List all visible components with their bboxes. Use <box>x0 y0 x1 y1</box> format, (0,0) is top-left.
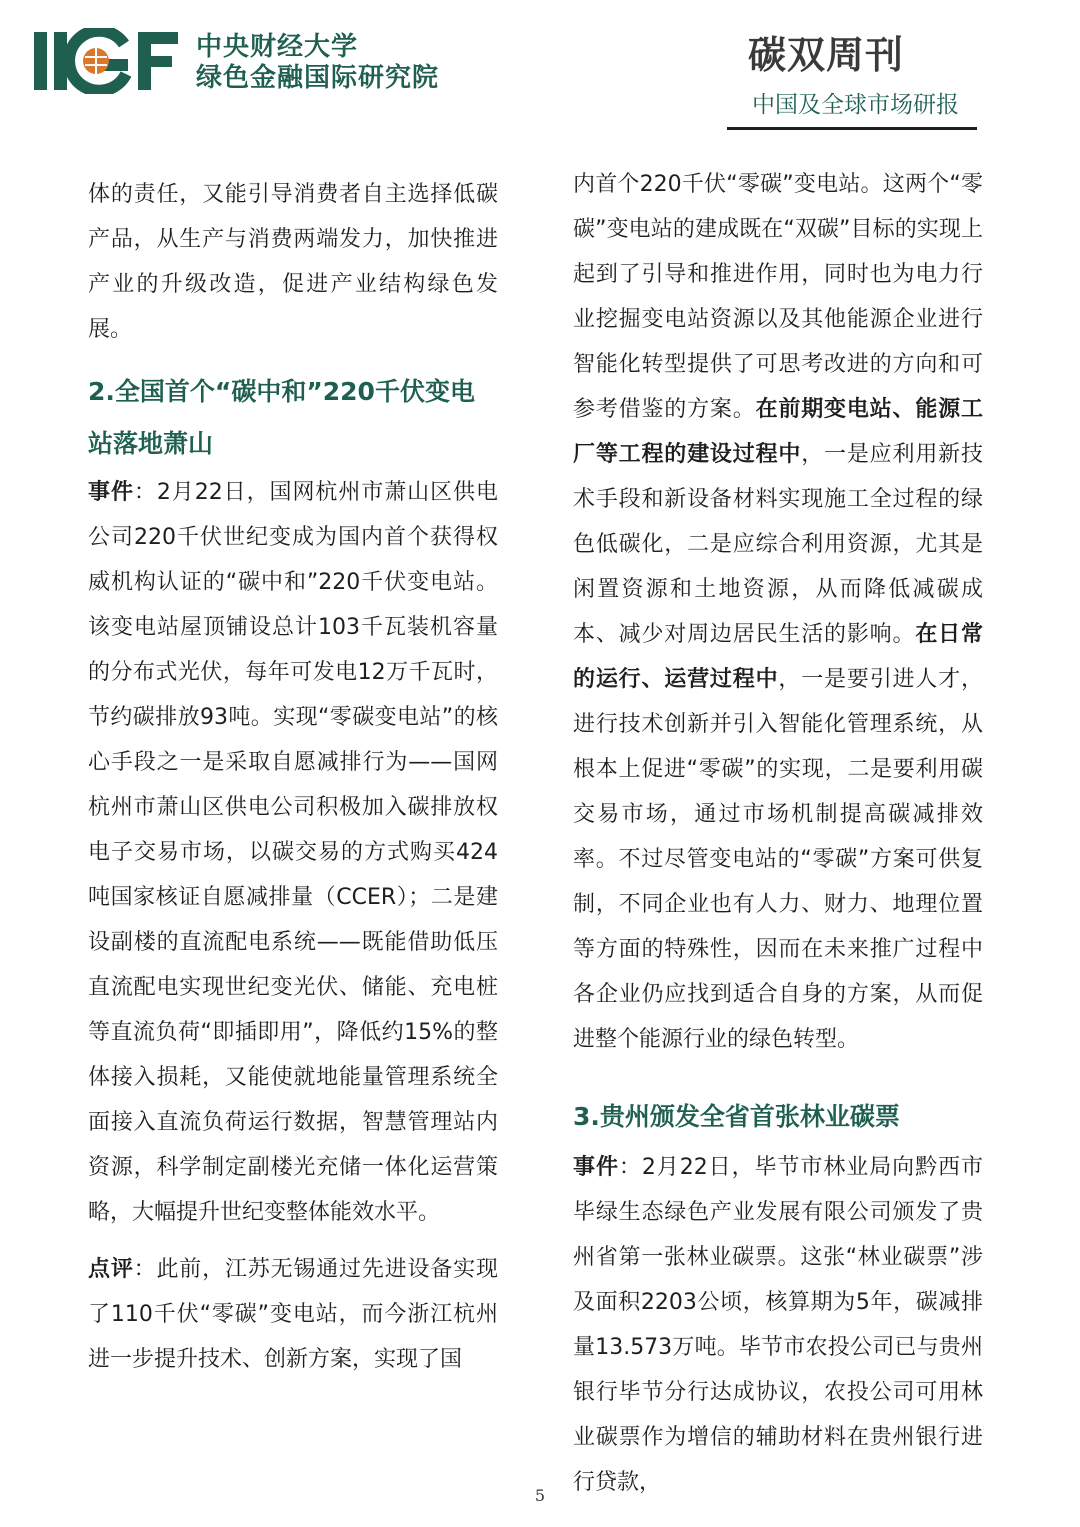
comment-text: ：此前，江苏无锡通过先进设备实现了110千伏“零碳”变电站，而今浙江杭州进一步提升技术、创新方案，实现了国 <box>88 1257 498 1372</box>
iigf-logo <box>30 28 190 94</box>
right-column <box>573 162 983 1505</box>
publication-title: 碳双周刊 <box>747 33 904 77</box>
section-2-event <box>88 470 498 1235</box>
left-column <box>88 172 498 1382</box>
event-label: 事件 <box>573 1155 619 1180</box>
event-label: 事件 <box>88 480 134 505</box>
section-3-heading: 3.贵州颁发全省首张林业碳票 <box>573 1102 900 1131</box>
continuation-text-3: ，一是要引进人才，进行技术创新并引入智能化管理系统，从根本上促进“零碳”的实现，二是要利用碳交易市场，通过市场机制提高碳减排效率。不过尽管变电站的“零碳”方案可供复制，不同企业也有人力、财力、地理位置等方面的特殊性，因而在未来推广过程中各企业仍应找到适合自身的方案，从而促进整个能源行业的绿色转型。 <box>573 667 983 1052</box>
institute-name-line2: 绿色金融国际研究院 <box>196 63 440 93</box>
bold-phrase-operation: 在日常的运行、运营过程中 <box>573 622 983 692</box>
intro-paragraph: 体的责任，又能引导消费者自主选择低碳产品，从生产与消费两端发力，加快推进产业的升级改造，促进产业结构绿色发展。 <box>88 182 498 342</box>
section-2-comment <box>88 1247 498 1382</box>
section-2-heading: 2.全国首个“碳中和”220千伏变电站落地萧山 <box>88 377 475 458</box>
continuation-text-2: ，一是应利用新技术手段和新设备材料实现施工全过程的绿色低碳化，二是应综合利用资源，尤其是闲置资源和土地资源，从而降低减碳成本、减少对周边居民生活的影响。 <box>573 442 983 647</box>
header-divider <box>727 127 977 130</box>
event-text: ：2月22日，国网杭州市萧山区供电公司220千伏世纪变成为国内首个获得权威机构认证的“碳中和”220千伏变电站。该变电站屋顶铺设总计103千瓦装机容量的分布式光伏，每年可发电12万千瓦时，节约碳排放93吨。实现“零碳变电站”的核心手段之一是采取自愿减排行为——国网杭州市萧山区供电公司积极加入碳排放权电子交易市场，以碳交易的方式购买424吨国家核证自愿减排量（CCER）；二是建设副楼的直流配电系统——既能借助低压直流配电实现世纪变光伏、储能、充电桩等直流负荷“即插即用”，降低约15%的整体接入损耗，又能使就地能量管理系统全面接入直流负荷运行数据，智慧管理站内资源，科学制定副楼光充储一体化运营策略，大幅提升世纪变整体能效水平。 <box>88 480 498 1225</box>
comment-continuation <box>573 162 983 1062</box>
publication-subtitle: 中国及全球市场研报 <box>752 92 959 118</box>
section-3-event <box>573 1145 983 1505</box>
event-text: ：2月22日，毕节市林业局向黔西市毕绿生态绿色产业发展有限公司颁发了贵州省第一张林业碳票。这张“林业碳票”涉及面积2203公顷，核算期为5年，碳减排量13.573万吨。毕节市农投公司已与贵州银行毕节分行达成协议，农投公司可用林业碳票作为增信的辅助材料在贵州银行进行贷款， <box>573 1155 983 1495</box>
bold-phrase-construction: 在前期变电站、能源工厂等工程的建设过程中 <box>573 397 983 467</box>
continuation-text-1: 内首个220千伏“零碳”变电站。这两个“零碳”变电站的建成既在“双碳”目标的实现上起到了引导和推进作用，同时也为电力行业挖掘变电站资源以及其他能源企业进行智能化转型提供了可思考改进的方向和可参考借鉴的方案。 <box>573 172 983 422</box>
institute-name-line1: 中央财经大学 <box>196 32 359 62</box>
comment-label: 点评 <box>88 1257 134 1282</box>
institute-name <box>196 32 439 94</box>
page-number: 5 <box>534 1486 546 1505</box>
